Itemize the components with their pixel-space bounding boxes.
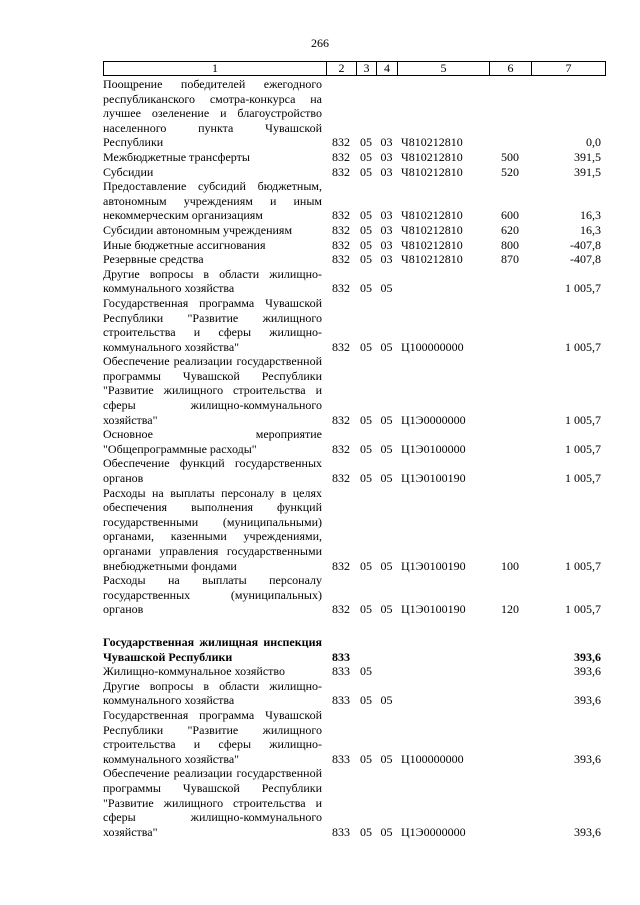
row-description: Государственная жилищная инспекция Чувашской Республики — [103, 634, 322, 664]
section-code: 05 — [360, 751, 372, 766]
subsection-code: 03 — [380, 149, 393, 164]
subsection-code: 05 — [380, 339, 393, 354]
expense-type-code — [489, 766, 531, 839]
subsection-code: 05 — [380, 824, 393, 839]
target-article-code: Ц1Э0100190 — [401, 558, 466, 573]
admin-code: 832 — [332, 222, 350, 237]
expense-type-code: 100 — [501, 558, 519, 573]
admin-code: 832 — [332, 602, 350, 617]
column-header: 6 — [490, 62, 532, 76]
table-row — [103, 766, 605, 839]
expense-type-code — [489, 77, 531, 150]
section-code: 05 — [360, 222, 372, 237]
amount: -407,8 — [570, 252, 601, 267]
amount: 0,0 — [586, 135, 601, 150]
subsection-code: 05 — [380, 602, 393, 617]
column-header-table — [103, 61, 606, 76]
section-code: 05 — [360, 412, 372, 427]
column-header: 2 — [327, 62, 357, 76]
column-header: 3 — [357, 62, 377, 76]
column-header: 4 — [377, 62, 398, 76]
budget-table-body — [103, 77, 605, 839]
expense-type-code — [489, 296, 531, 354]
admin-code: 833 — [332, 824, 350, 839]
column-header: 7 — [532, 62, 606, 76]
amount: 1 005,7 — [565, 602, 601, 617]
row-description: Государственная программа Чувашской Республики "Развитие жилищного строительства и сферы жилищно-коммунального хозяйства" — [103, 295, 322, 354]
amount: 1 005,7 — [565, 339, 601, 354]
expense-type-code — [489, 635, 531, 664]
expense-type-code: 620 — [501, 222, 519, 237]
page-number: 266 — [311, 36, 329, 50]
column-header: 1 — [104, 62, 327, 76]
row-description: Предоставление субсидий бюджетным, автономным учреждениям и иным некоммерческим организациям — [103, 179, 322, 223]
amount: -407,8 — [570, 237, 601, 252]
subsection-code: 05 — [380, 558, 393, 573]
subsection-code: 03 — [380, 222, 393, 237]
amount: 16,3 — [580, 222, 601, 237]
section-code: 05 — [360, 824, 372, 839]
amount: 393,6 — [574, 693, 601, 708]
admin-code: 832 — [332, 471, 350, 486]
amount: 393,6 — [574, 824, 601, 839]
row-description: Жилищно-коммунальное хозяйство — [103, 664, 286, 679]
row-description: Основное мероприятие "Общепрограммные расходы" — [103, 427, 322, 456]
table-row — [103, 486, 605, 574]
expense-type-code: 870 — [501, 252, 519, 267]
amount: 1 005,7 — [565, 441, 601, 456]
table-row — [103, 150, 605, 165]
expense-type-code: 800 — [501, 237, 519, 252]
table-row — [103, 252, 605, 267]
subsection-code: 05 — [380, 751, 393, 766]
expense-type-code: 520 — [501, 164, 519, 179]
table-row — [103, 267, 605, 296]
section-code: 05 — [360, 693, 372, 708]
expense-type-code: 120 — [501, 602, 519, 617]
subsection-code: 05 — [380, 693, 393, 708]
table-row — [103, 664, 605, 679]
table-row — [103, 77, 605, 150]
budget-table — [103, 77, 605, 839]
target-article-code: Ц1Э0100190 — [401, 602, 466, 617]
column-header: 5 — [398, 62, 490, 76]
target-article-code — [397, 267, 489, 296]
target-article-code: Ч810212810 — [401, 222, 463, 237]
amount: 16,3 — [580, 208, 601, 223]
section-code: 05 — [360, 339, 372, 354]
target-article-code: Ч810212810 — [401, 164, 463, 179]
section-code: 05 — [360, 602, 372, 617]
column-header-row — [104, 62, 606, 76]
table-row — [103, 354, 605, 427]
table-row — [103, 573, 605, 617]
section-code: 05 — [360, 237, 372, 252]
admin-code: 833 — [332, 751, 350, 766]
spacer-row — [103, 617, 605, 635]
target-article-code: Ц1Э0000000 — [401, 412, 466, 427]
admin-code: 833 — [332, 649, 350, 664]
target-article-code: Ц1Э0100000 — [401, 441, 466, 456]
row-description: Другие вопросы в области жилищно-коммунального хозяйства — [103, 678, 322, 708]
row-description: Субсидии автономным учреждениям — [103, 222, 293, 237]
target-article-code: Ч810212810 — [401, 252, 463, 267]
amount: 1 005,7 — [565, 412, 601, 427]
row-description: Обеспечение функций государственных органов — [103, 456, 322, 486]
table-row — [103, 223, 605, 238]
subsection-code: 05 — [380, 471, 393, 486]
row-description: Межбюджетные трансферты — [103, 149, 250, 164]
expense-type-code — [489, 679, 531, 708]
table-row — [103, 708, 605, 766]
table-row — [103, 679, 605, 708]
admin-code: 832 — [332, 339, 350, 354]
subsection-code: 03 — [380, 135, 393, 150]
row-description: Расходы на выплаты персоналу в целях обеспечения выполнения функций государственными (муниципальными) органами, казенными учреждениями, органами управления государственными внебюджетными фондами — [103, 485, 322, 573]
table-row — [103, 165, 605, 180]
section-code: 05 — [360, 135, 372, 150]
target-article-code: Ц100000000 — [401, 339, 464, 354]
admin-code: 833 — [332, 693, 350, 708]
section-code: 05 — [360, 558, 372, 573]
admin-code: 832 — [332, 412, 350, 427]
section-code: 05 — [360, 664, 372, 679]
amount: 391,5 — [574, 164, 601, 179]
admin-code: 832 — [332, 164, 350, 179]
table-row — [103, 296, 605, 354]
table-row — [103, 427, 605, 456]
row-description: Поощрение победителей ежегодного республиканского смотра-конкурса на лучшее озеленение и благоустройство населенного пункта Чувашской Республики — [103, 77, 322, 150]
amount: 1 005,7 — [565, 471, 601, 486]
subsection-code: 03 — [380, 164, 393, 179]
admin-code: 833 — [332, 664, 350, 679]
admin-code: 832 — [332, 208, 350, 223]
section-code: 05 — [360, 164, 372, 179]
section-code: 05 — [360, 281, 372, 296]
target-article-code — [397, 635, 489, 664]
row-description: Иные бюджетные ассигнования — [103, 237, 266, 252]
expense-type-code — [489, 708, 531, 766]
target-article-code — [397, 679, 489, 708]
table-row — [103, 456, 605, 485]
row-description: Обеспечение реализации государственной программы Чувашской Республики "Развитие жилищного строительства и сферы жилищно-коммунального хозяйства" — [103, 354, 322, 427]
target-article-code: Ц100000000 — [401, 751, 464, 766]
section-code — [356, 635, 376, 664]
table-row — [103, 179, 605, 223]
row-description: Другие вопросы в области жилищно-коммунального хозяйства — [103, 266, 322, 296]
section-code: 05 — [360, 471, 372, 486]
row-description: Расходы на выплаты персоналу государственных (муниципальных) органов — [103, 573, 322, 617]
admin-code: 832 — [332, 441, 350, 456]
target-article-code — [397, 664, 489, 679]
section-code: 05 — [360, 149, 372, 164]
subsection-code: 03 — [380, 252, 393, 267]
section-code: 05 — [360, 208, 372, 223]
amount: 393,6 — [574, 649, 601, 664]
row-description: Резервные средства — [103, 252, 204, 267]
expense-type-code — [489, 267, 531, 296]
subsection-code: 05 — [380, 281, 393, 296]
subsection-code — [376, 664, 397, 679]
subsection-code: 03 — [380, 208, 393, 223]
admin-code: 832 — [332, 149, 350, 164]
admin-code: 832 — [332, 135, 350, 150]
subsection-code: 05 — [380, 412, 393, 427]
target-article-code: Ч810212810 — [401, 237, 463, 252]
subsection-code — [376, 635, 397, 664]
table-row — [103, 635, 605, 664]
section-code: 05 — [360, 252, 372, 267]
amount: 393,6 — [574, 664, 601, 679]
amount: 1 005,7 — [565, 281, 601, 296]
section-code: 05 — [360, 441, 372, 456]
admin-code: 832 — [332, 237, 350, 252]
expense-type-code — [489, 354, 531, 427]
admin-code: 832 — [332, 558, 350, 573]
expense-type-code: 500 — [501, 149, 519, 164]
admin-code: 832 — [332, 281, 350, 296]
row-description: Государственная программа Чувашской Республики "Развитие жилищного строительства и сферы жилищно-коммунального хозяйства" — [103, 707, 322, 766]
table-row — [103, 238, 605, 253]
amount: 1 005,7 — [565, 558, 601, 573]
subsection-code: 05 — [380, 441, 393, 456]
spacer-cell — [103, 617, 605, 635]
amount: 391,5 — [574, 149, 601, 164]
row-description: Субсидии — [103, 164, 154, 179]
target-article-code: Ц1Э0000000 — [401, 824, 466, 839]
target-article-code: Ч810212810 — [401, 149, 463, 164]
subsection-code: 03 — [380, 237, 393, 252]
expense-type-code — [489, 427, 531, 456]
expense-type-code — [489, 664, 531, 679]
admin-code: 832 — [332, 252, 350, 267]
amount: 393,6 — [574, 751, 601, 766]
expense-type-code: 600 — [501, 208, 519, 223]
target-article-code: Ч810212810 — [401, 135, 463, 150]
target-article-code: Ч810212810 — [401, 208, 463, 223]
target-article-code: Ц1Э0100190 — [401, 471, 466, 486]
row-description: Обеспечение реализации государственной программы Чувашской Республики "Развитие жилищного строительства и сферы жилищно-коммунального хозяйства" — [103, 766, 322, 839]
expense-type-code — [489, 456, 531, 485]
